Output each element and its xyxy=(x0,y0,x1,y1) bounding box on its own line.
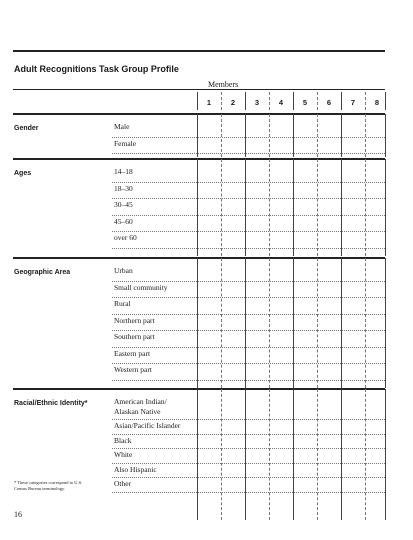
column-divider xyxy=(385,92,386,110)
page-title: Adult Recognitions Task Group Profile xyxy=(14,64,179,74)
column-divider xyxy=(293,258,294,388)
column-divider xyxy=(317,92,318,110)
column-divider xyxy=(245,389,246,520)
row-divider xyxy=(112,137,385,138)
row-divider xyxy=(112,182,385,183)
row-label: 18–30 xyxy=(114,183,133,193)
member-column-header-5: 5 xyxy=(302,98,308,107)
column-divider xyxy=(341,114,342,157)
member-column-header-3: 3 xyxy=(254,98,260,107)
column-divider xyxy=(269,258,270,388)
column-divider xyxy=(197,159,198,256)
row-divider xyxy=(112,434,385,435)
row-label: Also Hispanic xyxy=(114,464,157,474)
row-label: 45–60 xyxy=(114,216,133,226)
row-label: Urban xyxy=(114,266,133,275)
row-label: Female xyxy=(114,138,137,148)
row-divider xyxy=(112,248,385,249)
section-label: Gender xyxy=(14,125,39,132)
row-divider xyxy=(112,153,385,154)
row-label: Asian/Pacific Islander xyxy=(114,421,181,430)
column-divider xyxy=(269,114,270,157)
row-divider xyxy=(112,363,385,364)
member-column-header-6: 6 xyxy=(326,98,332,107)
row-label: Male xyxy=(114,122,130,131)
column-divider xyxy=(197,114,198,157)
column-divider xyxy=(293,159,294,256)
row-divider xyxy=(112,281,385,282)
column-divider xyxy=(269,159,270,256)
section-label: Geographic Area xyxy=(14,269,71,276)
section-rule xyxy=(13,257,385,259)
column-divider xyxy=(197,389,198,520)
column-divider xyxy=(341,258,342,388)
page-number: 16 xyxy=(14,510,22,519)
row-label: Southern part xyxy=(114,332,155,341)
column-divider xyxy=(317,258,318,388)
column-divider xyxy=(365,92,366,110)
column-divider xyxy=(221,159,222,256)
column-divider xyxy=(269,92,270,110)
row-label: Other xyxy=(114,479,132,488)
row-divider xyxy=(112,419,385,420)
column-divider xyxy=(197,258,198,388)
row-label: Black xyxy=(114,435,132,445)
row-label: Western part xyxy=(114,365,152,374)
section-rule xyxy=(13,113,385,115)
row-divider xyxy=(112,380,385,381)
column-divider xyxy=(317,159,318,256)
column-divider xyxy=(245,159,246,256)
row-label: Small community xyxy=(114,282,168,292)
column-divider xyxy=(365,114,366,157)
column-divider xyxy=(365,389,366,520)
members-label: Members xyxy=(208,80,239,89)
row-label: Rural xyxy=(114,299,131,308)
column-divider xyxy=(197,92,198,110)
section-rule xyxy=(13,388,385,390)
column-divider xyxy=(221,389,222,520)
column-divider xyxy=(221,258,222,388)
column-divider xyxy=(365,258,366,388)
column-divider xyxy=(269,389,270,520)
column-divider xyxy=(317,389,318,520)
column-divider xyxy=(221,114,222,157)
row-divider xyxy=(112,477,385,478)
member-column-header-8: 8 xyxy=(374,98,380,107)
column-divider xyxy=(385,389,386,520)
column-divider xyxy=(385,258,386,388)
column-divider xyxy=(385,159,386,256)
row-label: 14–18 xyxy=(114,167,133,176)
row-divider xyxy=(112,448,385,449)
row-label: White xyxy=(114,450,133,459)
column-divider xyxy=(293,114,294,157)
top-rule xyxy=(13,50,385,52)
row-divider xyxy=(112,215,385,216)
row-divider xyxy=(112,314,385,315)
column-divider xyxy=(341,389,342,520)
column-divider xyxy=(245,114,246,157)
row-divider xyxy=(112,198,385,199)
column-divider xyxy=(293,389,294,520)
column-divider xyxy=(245,258,246,388)
column-divider xyxy=(365,159,366,256)
column-divider xyxy=(341,159,342,256)
column-divider xyxy=(341,92,342,110)
row-divider xyxy=(112,347,385,348)
column-divider xyxy=(221,92,222,110)
row-label: Eastern part xyxy=(114,348,151,358)
row-divider xyxy=(112,330,385,331)
section-label: Racial/Ethnic Identity* xyxy=(14,400,88,407)
section-rule xyxy=(13,158,385,160)
column-divider xyxy=(245,92,246,110)
member-column-header-1: 1 xyxy=(206,98,212,107)
section-label: Ages xyxy=(14,170,32,177)
member-column-header-4: 4 xyxy=(278,98,284,107)
member-column-header-2: 2 xyxy=(230,98,236,107)
row-label: American Indian/ Alaskan Native xyxy=(114,397,167,416)
row-divider xyxy=(112,231,385,232)
row-label: over 60 xyxy=(114,233,137,242)
row-divider xyxy=(112,463,385,464)
row-label: 30–45 xyxy=(114,200,133,209)
column-divider xyxy=(385,114,386,157)
footnote: * These categories correspond to U.S. Census Bureau terminology. xyxy=(14,480,83,491)
header-rule xyxy=(13,89,385,90)
member-column-header-7: 7 xyxy=(350,98,356,107)
row-divider xyxy=(112,297,385,298)
column-divider xyxy=(317,114,318,157)
row-divider xyxy=(112,492,385,493)
row-label: Northern part xyxy=(114,315,155,325)
column-divider xyxy=(293,92,294,110)
